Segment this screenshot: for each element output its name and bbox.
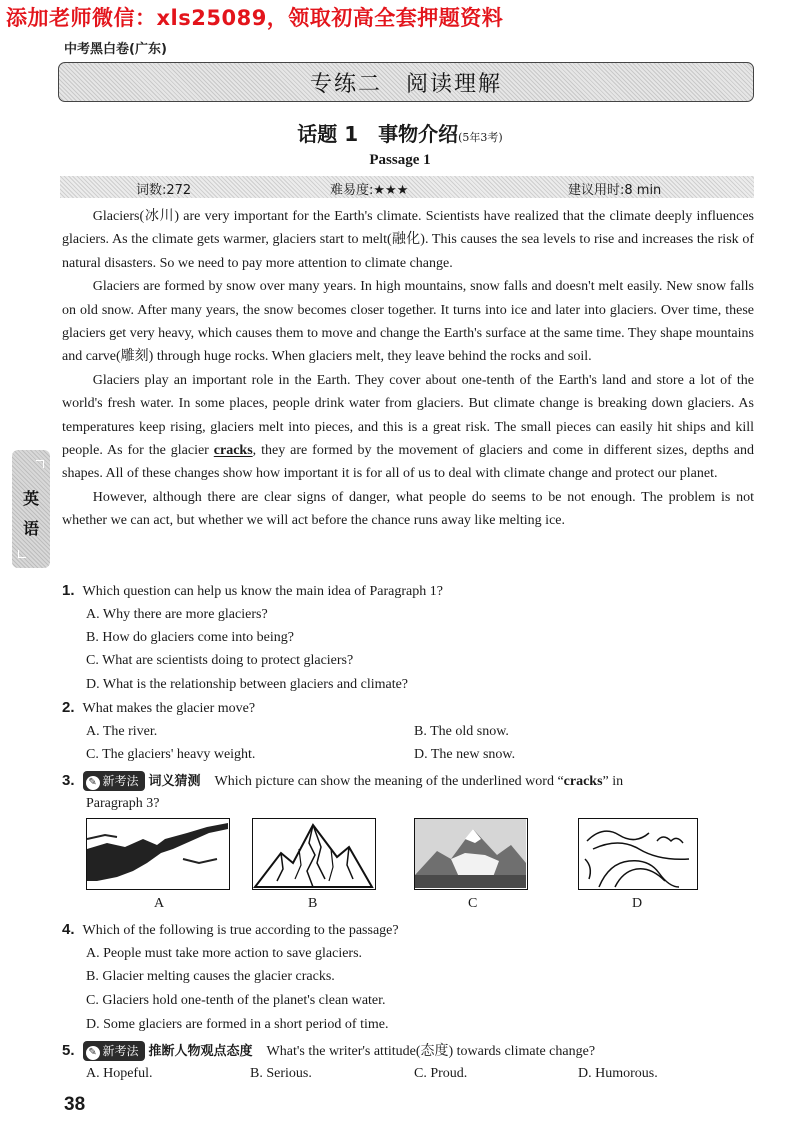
question-5-number: 5. [62, 1042, 75, 1059]
question-4-text: Which of the following is true according to the passage? [82, 923, 399, 938]
paragraph-2: Glaciers are formed by snow over many years. In high mountains, snow falls and doesn't melt easily. New snow falls on old snow. After many years, the snow becomes closer together. It turns into ice and later into glaciers. Over time, these glaciers get very heavy, which causes them to move and change the Earth's surface at the same time. They shape mountains and carve(雕刻) through huge rocks. When glaciers melt, they leave behind the rocks and soil. [62, 279, 754, 365]
question-3-text-part-2: ” in [602, 774, 624, 789]
book-series-label: 中考黑白卷(广东) [64, 42, 167, 57]
picture-a-crack[interactable] [86, 818, 230, 890]
new-format-badge [83, 771, 145, 791]
difficulty-rating: 难易度:★★★ [330, 183, 409, 198]
mountain-illustration-icon [253, 819, 374, 888]
badge-icon-2: ✎ [86, 1046, 100, 1060]
question-4-number: 4. [62, 921, 75, 938]
question-3-number: 3. [62, 772, 75, 789]
topic-title: 话题 1 事物介绍 [297, 122, 459, 146]
word-count: 词数:272 [136, 183, 192, 198]
q1-option-c[interactable]: C. What are scientists doing to protect glaciers? [86, 653, 354, 668]
picture-b-mountains[interactable] [252, 818, 376, 890]
badge-icon: ✎ [86, 776, 100, 790]
river-illustration-icon [579, 819, 696, 888]
page-number: 38 [64, 1094, 86, 1115]
new-format-badge-2 [83, 1041, 145, 1061]
question-2-text: What makes the glacier move? [82, 701, 256, 716]
q2-option-a[interactable]: A. The river. [86, 724, 158, 739]
crack-illustration-icon [87, 819, 228, 888]
glacier-illustration-icon [415, 819, 526, 888]
paragraph-4: However, although there are clear signs of danger, what people do seems to be not enough. The problem is not whether we can act, but whether we will act before the chance runs away like melting ice. [62, 489, 754, 529]
promo-banner-text: 添加老师微信：xls25089，领取初高全套押题资料 [6, 6, 504, 30]
subject-side-tab [12, 450, 50, 568]
q4-option-a[interactable]: A. People must take more action to save glaciers. [86, 946, 363, 961]
question-1-number: 1. [62, 582, 75, 599]
question-5 [62, 1041, 754, 1061]
q5-option-d[interactable]: D. Humorous. [578, 1066, 658, 1081]
passage-info-bar [60, 176, 754, 198]
paragraph-1: Glaciers(冰川) are very important for the Earth's climate. Scientists have realized that the climate deeply influences glaciers. As the climate gets warmer, glaciers start to melt(融化). This causes the sea levels to rise and increases the risk of natural disasters. So we need to pay more attention to climate change. [62, 209, 754, 271]
question-2 [62, 699, 255, 718]
picture-d-river[interactable] [578, 818, 698, 890]
picture-c-glacier[interactable] [414, 818, 528, 890]
passage-label: Passage 1 [369, 152, 431, 168]
underlined-word-cracks: cracks [213, 443, 253, 459]
side-tab-char-1: 英 [22, 489, 39, 508]
section-title-banner [58, 62, 754, 102]
question-1 [62, 582, 443, 601]
question-2-number: 2. [62, 699, 75, 716]
question-1-text: Which question can help us know the main idea of Paragraph 1? [82, 584, 443, 599]
picture-a-label: A [154, 896, 165, 911]
q1-option-a[interactable]: A. Why there are more glaciers? [86, 607, 268, 622]
passage-body [62, 205, 754, 533]
picture-d-label: D [632, 896, 643, 911]
paragraph-3-part-2: , they are formed by the movement of glaciers and come in different sizes, depths and shapes. All of these changes show how important it is for all of us to deal with climate change and protect our planet. [62, 443, 754, 482]
q1-option-d[interactable]: D. What is the relationship between glaciers and climate? [86, 677, 409, 692]
q2-option-c[interactable]: C. The glaciers' heavy weight. [86, 747, 256, 762]
topic-heading [0, 118, 800, 147]
question-3-line-2: Paragraph 3? [86, 796, 160, 811]
q5-option-c[interactable]: C. Proud. [414, 1066, 468, 1081]
suggested-time: 建议用时:8 min [568, 183, 662, 198]
question-3-category: 词义猜测 [148, 774, 201, 789]
section-title: 专练二 阅读理解 [309, 71, 502, 97]
question-5-text: What's the writer's attitude(态度) towards climate change? [266, 1044, 596, 1059]
question-5-category: 推断人物观点态度 [148, 1044, 253, 1059]
paragraph-3-part-1: Glaciers play an important role in the Earth. They cover about one-tenth of the Earth's land and store a lot of the world's fresh water. In some places, people drink water from glaciers. But climate change is breaking down glaciers. As temperatures keep rising, glaciers melt into pieces, and this is a great risk. The small pieces can easily hit ships and kill people. As for the glacier [62, 372, 754, 459]
q5-option-b[interactable]: B. Serious. [250, 1066, 312, 1081]
badge-label: 新考法 [102, 774, 139, 788]
badge-label-2: 新考法 [102, 1044, 139, 1058]
q2-option-b[interactable]: B. The old snow. [414, 724, 509, 739]
paragraph-3 [62, 369, 754, 486]
q5-option-a[interactable]: A. Hopeful. [86, 1066, 153, 1081]
q2-option-d[interactable]: D. The new snow. [414, 747, 516, 762]
question-4 [62, 921, 399, 940]
question-3 [62, 771, 754, 791]
question-3-text-part-1: Which picture can show the meaning of the underlined word “ [214, 774, 564, 789]
picture-c-label: C [468, 896, 478, 911]
q4-option-b[interactable]: B. Glacier melting causes the glacier cracks. [86, 969, 335, 984]
q4-option-d[interactable]: D. Some glaciers are formed in a short period of time. [86, 1017, 389, 1032]
question-3-text-word: cracks [563, 774, 603, 789]
side-tab-char-2: 语 [22, 519, 39, 538]
q1-option-b[interactable]: B. How do glaciers come into being? [86, 630, 295, 645]
picture-b-label: B [308, 896, 318, 911]
q4-option-c[interactable]: C. Glaciers hold one-tenth of the planet's clean water. [86, 993, 386, 1008]
topic-stat: (5年3考) [458, 131, 503, 144]
